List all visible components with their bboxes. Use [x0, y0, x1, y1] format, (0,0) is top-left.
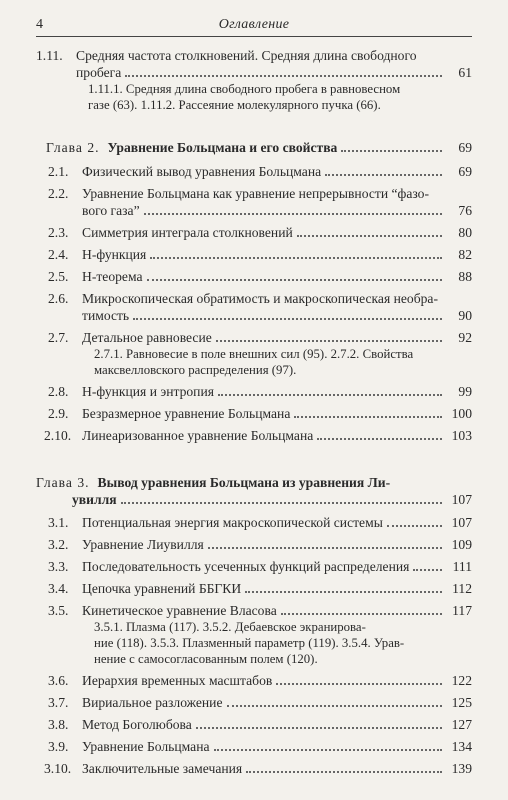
- entry-title-line: Уравнение Больцмана как уравнение непрерывности “фазо-: [82, 186, 429, 201]
- entry-number: 2.1.: [48, 164, 69, 179]
- dot-leader: [147, 279, 443, 281]
- dot-leader: [245, 591, 442, 593]
- entry-number: 3.7.: [48, 695, 69, 710]
- entry-number: 3.1.: [48, 515, 69, 530]
- dot-leader: [246, 771, 442, 773]
- dot-leader: [325, 174, 442, 176]
- subentry-line: 2.7.1. Равновесие в поле внешних сил (95). 2.7.2. Свойства: [94, 347, 414, 361]
- entry-page: 134: [451, 739, 472, 754]
- entry-title-line: пробега: [76, 65, 122, 80]
- toc-entry[interactable]: [36, 558, 472, 575]
- subentries: [36, 81, 472, 113]
- entry-number: 2.3.: [48, 225, 69, 240]
- entry-number: 3.10.: [44, 761, 72, 776]
- toc-entry[interactable]: [36, 672, 472, 689]
- dot-leader: [413, 569, 442, 571]
- entry-title: Вириальное разложение: [82, 695, 223, 710]
- entry-number: 3.4.: [48, 581, 69, 596]
- entry-number: 2.7.: [48, 330, 69, 345]
- running-title: Оглавление: [218, 17, 290, 32]
- toc-entry[interactable]: [36, 163, 472, 180]
- chapter-heading[interactable]: [36, 474, 472, 508]
- dot-leader: [227, 705, 443, 707]
- dot-leader: [341, 150, 442, 152]
- entry-page: 111: [452, 559, 472, 574]
- toc-entry[interactable]: [36, 246, 472, 263]
- dot-leader: [214, 749, 442, 751]
- toc-entry[interactable]: [36, 405, 472, 422]
- chapter-title-line: увилля: [72, 492, 117, 507]
- chapter-page: 69: [458, 140, 472, 155]
- entry-title-line: вого газа”: [82, 203, 140, 218]
- chapter-label: Глава 3.: [36, 475, 90, 490]
- entry-number: 2.10.: [44, 428, 72, 443]
- dot-leader: [281, 613, 442, 615]
- entry-title: Цепочка уравнений ББГКИ: [82, 581, 242, 596]
- entry-number: 2.2.: [48, 186, 69, 201]
- entry-page: 139: [451, 761, 472, 776]
- chapter-title: Уравнение Больцмана и его свойства: [107, 140, 338, 155]
- entry-title: H-функция и энтропия: [82, 384, 214, 399]
- entry-number: 2.4.: [48, 247, 69, 262]
- toc-entry[interactable]: [36, 536, 472, 553]
- entry-title-line: Средняя частота столкновений. Средняя длина свободного: [76, 48, 417, 63]
- chapter-title-line: Вывод уравнения Больцмана из уравнения Ли-: [97, 475, 391, 490]
- entry-page: 61: [458, 65, 472, 80]
- entry-title: Безразмерное уравнение Больцмана: [82, 406, 291, 421]
- entry-page: 107: [451, 515, 472, 530]
- subentry-line: газе (63). 1.11.2. Рассеяние молекулярного пучка (66).: [88, 98, 381, 112]
- subentry-line: нение с самосогласованным полем (120).: [94, 652, 318, 666]
- toc-entry[interactable]: [36, 514, 472, 531]
- toc-entry[interactable]: [36, 185, 472, 219]
- chapter-label: Глава 2.: [46, 140, 100, 155]
- entry-page: 90: [458, 308, 472, 323]
- entry-number: 2.9.: [48, 406, 69, 421]
- entry-title: Последовательность усеченных функций распределения: [82, 559, 410, 574]
- entry-number: 1.11.: [36, 48, 63, 63]
- page-number: 4: [36, 17, 43, 32]
- entry-number: 3.2.: [48, 537, 69, 552]
- entry-title: Метод Боголюбова: [82, 717, 192, 732]
- toc-entry[interactable]: [36, 580, 472, 597]
- entry-number: 3.8.: [48, 717, 69, 732]
- dot-leader: [294, 416, 442, 418]
- dot-leader: [216, 340, 442, 342]
- entry-page: 92: [458, 330, 472, 345]
- entry-number: 3.3.: [48, 559, 69, 574]
- dot-leader: [121, 502, 442, 504]
- toc-entry[interactable]: [36, 427, 472, 444]
- subentry-line: ние (118). 3.5.3. Плазменный параметр (119). 3.5.4. Урав-: [94, 636, 405, 650]
- chapter-page: 107: [451, 492, 472, 507]
- entry-page: 103: [451, 428, 472, 443]
- entry-title: H-функция: [82, 247, 147, 262]
- subentries: [36, 619, 472, 667]
- chapter-heading[interactable]: [36, 139, 472, 156]
- entry-page: 88: [458, 269, 472, 284]
- toc-entry[interactable]: [36, 224, 472, 241]
- subentries: [36, 346, 472, 378]
- entry-title-line: тимость: [82, 308, 130, 323]
- toc-entry[interactable]: [36, 602, 472, 667]
- entry-title: Уравнение Больцмана: [82, 739, 210, 754]
- dot-leader: [150, 257, 442, 259]
- entry-number: 3.9.: [48, 739, 69, 754]
- subentry-line: 1.11.1. Средняя длина свободного пробега в равновесном: [88, 82, 401, 96]
- dot-leader: [317, 438, 442, 440]
- dot-leader: [144, 213, 442, 215]
- entry-page: 100: [451, 406, 472, 421]
- entry-title-line: Микроскопическая обратимость и макроскопическая необра-: [82, 291, 438, 306]
- entry-number: 2.8.: [48, 384, 69, 399]
- entry-page: 76: [458, 203, 472, 218]
- entry-page: 69: [458, 164, 472, 179]
- entry-page: 122: [451, 673, 472, 688]
- entry-title: H-теорема: [82, 269, 143, 284]
- subentry-line: максвелловского распределения (97).: [94, 363, 297, 377]
- entry-number: 2.6.: [48, 291, 69, 306]
- dot-leader: [218, 394, 442, 396]
- entry-title: Физический вывод уравнения Больцмана: [82, 164, 322, 179]
- dot-leader: [196, 727, 442, 729]
- entry-title: Иерархия временных масштабов: [82, 673, 273, 688]
- toc-entry[interactable]: [36, 47, 472, 113]
- toc-entry[interactable]: [36, 290, 472, 324]
- dot-leader: [133, 318, 442, 320]
- toc-entry[interactable]: [36, 716, 472, 733]
- dot-leader: [125, 75, 442, 77]
- entry-title: Линеаризованное уравнение Больцмана: [82, 428, 314, 443]
- dot-leader: [387, 525, 442, 527]
- toc-entry[interactable]: [36, 329, 472, 378]
- entry-title: Симметрия интеграла столкновений: [82, 225, 293, 240]
- entry-title: Заключительные замечания: [82, 761, 243, 776]
- toc-entry[interactable]: [36, 738, 472, 755]
- entry-page: 82: [458, 247, 472, 262]
- entry-page: 117: [452, 603, 472, 618]
- dot-leader: [297, 235, 442, 237]
- entry-page: 112: [452, 581, 472, 596]
- entry-number: 2.5.: [48, 269, 69, 284]
- entry-page: 99: [458, 384, 472, 399]
- entry-page: 125: [451, 695, 472, 710]
- entry-page: 127: [451, 717, 472, 732]
- entry-title: Уравнение Лиувилля: [82, 537, 204, 552]
- toc-entry[interactable]: [36, 694, 472, 711]
- table-of-contents: [36, 47, 472, 777]
- running-header: [36, 14, 472, 37]
- toc-entry[interactable]: [36, 383, 472, 400]
- dot-leader: [208, 547, 442, 549]
- entry-number: 3.6.: [48, 673, 69, 688]
- entry-number: 3.5.: [48, 603, 69, 618]
- entry-title: Потенциальная энергия макроскопической системы: [82, 515, 383, 530]
- toc-entry[interactable]: [36, 760, 472, 777]
- subentry-line: 3.5.1. Плазма (117). 3.5.2. Дебаевское экранирова-: [94, 620, 366, 634]
- entry-page: 80: [458, 225, 472, 240]
- entry-page: 109: [451, 537, 472, 552]
- entry-title: Детальное равновесие: [82, 330, 212, 345]
- entry-title: Кинетическое уравнение Власова: [82, 603, 277, 618]
- dot-leader: [276, 683, 442, 685]
- toc-entry[interactable]: [36, 268, 472, 285]
